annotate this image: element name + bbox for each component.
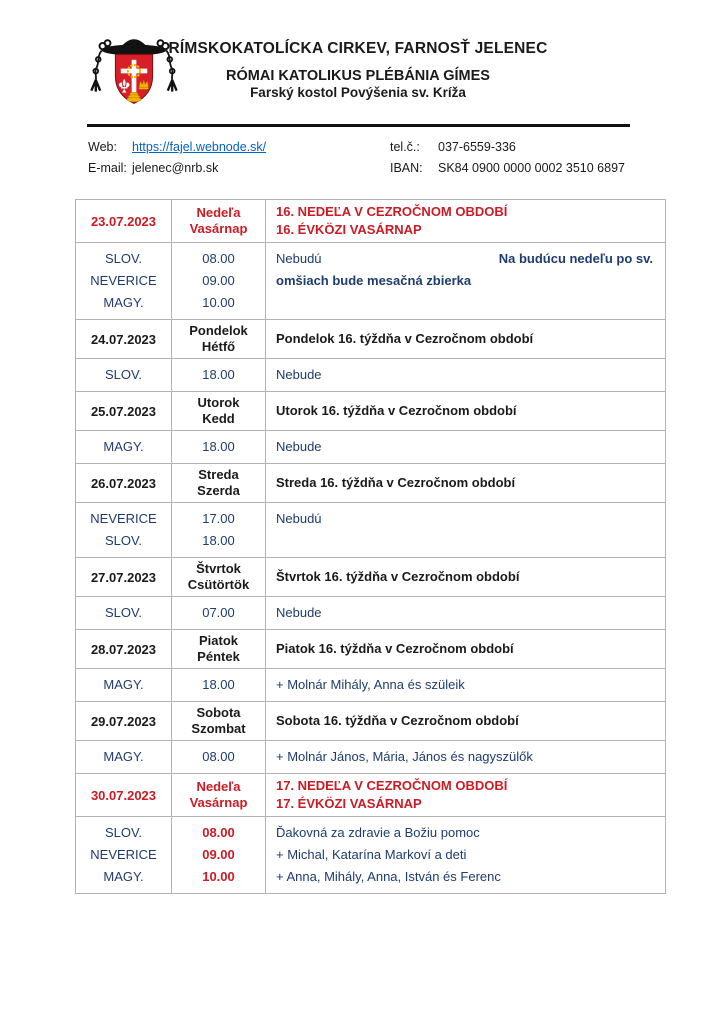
- table-row-mass: [76, 503, 666, 558]
- contact-email-row: [88, 158, 266, 179]
- intention-note-line: [276, 844, 653, 866]
- intention-cell: [266, 597, 666, 630]
- intention-note-segment: Nebudú: [276, 251, 322, 266]
- time-value: 18.00: [202, 439, 235, 454]
- feast-title-line: 17. NEDEĽA V CEZROČNOM OBDOBÍ: [276, 778, 508, 793]
- date-cell: 24.07.2023: [76, 320, 172, 359]
- place-label: MAGY.: [103, 869, 144, 884]
- date-cell: 30.07.2023: [76, 774, 172, 817]
- intention-note-segment: + Anna, Mihály, Anna, István és Ferenc: [276, 869, 501, 884]
- contact-web-row: [88, 137, 266, 158]
- place-cell: [76, 741, 172, 774]
- place-label: SLOV.: [104, 825, 143, 840]
- place-label: NEVERICE: [90, 847, 157, 862]
- contact-iban-row: [390, 158, 625, 179]
- place-label: MAGY.: [103, 439, 144, 454]
- header-divider: [87, 124, 630, 127]
- mass-schedule-table: [75, 199, 666, 894]
- intention-note-segment: Ďakovná za zdravie a Božiu pomoc: [276, 825, 480, 840]
- place-label: NEVERICE: [90, 511, 157, 526]
- intention-note-line: [276, 248, 653, 270]
- intention-note-segment: Nebude: [276, 605, 322, 620]
- iban-label: IBAN:: [390, 161, 423, 175]
- website-link[interactable]: https://fajel.webnode.sk/: [132, 140, 267, 154]
- web-label: Web:: [88, 140, 117, 154]
- day-name-cell: [172, 630, 266, 669]
- feast-title-line: Štvrtok 16. týždňa v Cezročnom období: [276, 569, 520, 584]
- day-name-line: Streda: [198, 467, 239, 482]
- feast-title-line: Sobota 16. týždňa v Cezročnom období: [276, 713, 519, 728]
- table-row-day: [76, 702, 666, 741]
- date-cell: 26.07.2023: [76, 464, 172, 503]
- feast-title-line: Streda 16. týždňa v Cezročnom období: [276, 475, 516, 490]
- contact-tel-row: [390, 137, 625, 158]
- day-name-line: Štvrtok: [196, 561, 241, 576]
- time-cell: [172, 741, 266, 774]
- intention-cell: [266, 669, 666, 702]
- feast-title-line: Pondelok 16. týždňa v Cezročnom období: [276, 331, 534, 346]
- date-cell: 27.07.2023: [76, 558, 172, 597]
- feast-title-cell: [266, 774, 666, 817]
- intention-note-segment: + Molnár János, Mária, János és nagyszülők: [276, 749, 533, 764]
- place-cell: [76, 431, 172, 464]
- place-label: MAGY.: [103, 295, 144, 310]
- time-value: 18.00: [202, 367, 235, 382]
- feast-title-line: 17. ÉVKÖZI VASÁRNAP: [276, 796, 422, 811]
- intention-cell: [266, 817, 666, 894]
- tel-value: 037-6559-336: [438, 140, 516, 154]
- table-row-day: [76, 320, 666, 359]
- table-row-day: [76, 774, 666, 817]
- day-name-line: Szombat: [191, 721, 246, 736]
- day-name-cell: [172, 320, 266, 359]
- place-label: NEVERICE: [90, 273, 157, 288]
- intention-note-line: [276, 436, 653, 458]
- time-cell: [172, 503, 266, 558]
- parish-name-slovak: RÍMSKOKATOLÍCKA CIRKEV, FARNOSŤ JELENEC: [168, 40, 548, 57]
- time-cell: [172, 359, 266, 392]
- feast-title-cell: [266, 320, 666, 359]
- time-value: 08.00: [202, 251, 235, 266]
- time-cell: [172, 243, 266, 320]
- table-row-mass: [76, 431, 666, 464]
- time-value: 08.00: [202, 749, 235, 764]
- intention-note-segment: Nebude: [276, 439, 322, 454]
- intention-note-line: [276, 508, 653, 530]
- table-row-day: [76, 558, 666, 597]
- intention-note-line: [276, 822, 653, 844]
- time-value: 09.00: [202, 847, 235, 862]
- table-row-mass: [76, 669, 666, 702]
- day-name-line: Vasárnap: [189, 795, 248, 810]
- intention-note-segment: + Molnár Mihály, Anna és szüleik: [276, 677, 465, 692]
- page-header: [85, 26, 631, 124]
- feast-title-line: 16. NEDEĽA V CEZROČNOM OBDOBÍ: [276, 204, 508, 219]
- time-cell: [172, 597, 266, 630]
- day-name-line: Csütörtök: [187, 577, 250, 592]
- intention-note-line: [276, 602, 653, 624]
- intention-cell: [266, 741, 666, 774]
- table-row-day: [76, 392, 666, 431]
- feast-title-cell: [266, 464, 666, 503]
- date-cell: 25.07.2023: [76, 392, 172, 431]
- day-name-cell: [172, 774, 266, 817]
- table-row-mass: [76, 243, 666, 320]
- iban-value: SK84 0900 0000 0002 3510 6897: [438, 161, 625, 175]
- church-name: Farský kostol Povýšenia sv. Kríža: [250, 85, 466, 100]
- day-name-line: Pondelok: [189, 323, 248, 338]
- time-value: 07.00: [202, 605, 235, 620]
- time-value: 10.00: [202, 869, 235, 884]
- intention-note-line: [276, 866, 653, 888]
- time-value: 08.00: [202, 825, 235, 840]
- place-cell: [76, 359, 172, 392]
- table-row-day: [76, 200, 666, 243]
- place-label: MAGY.: [103, 749, 144, 764]
- day-name-cell: [172, 464, 266, 503]
- feast-title-cell: [266, 392, 666, 431]
- intention-note-segment: Nebude: [276, 367, 322, 382]
- table-row-day: [76, 464, 666, 503]
- email-label: E-mail:: [88, 161, 127, 175]
- place-cell: [76, 243, 172, 320]
- day-name-line: Hétfő: [201, 339, 236, 354]
- time-cell: [172, 817, 266, 894]
- feast-title-cell: [266, 200, 666, 243]
- day-name-line: Nedeľa: [196, 779, 241, 794]
- time-value: 18.00: [202, 677, 235, 692]
- place-label: SLOV.: [104, 251, 143, 266]
- place-cell: [76, 669, 172, 702]
- header-titles: [85, 40, 631, 100]
- intention-cell: [266, 243, 666, 320]
- place-label: MAGY.: [103, 677, 144, 692]
- day-name-line: Piatok: [198, 633, 238, 648]
- time-cell: [172, 669, 266, 702]
- intention-note-segment: + Michal, Katarína Markoví a deti: [276, 847, 467, 862]
- feast-title-line: Utorok 16. týždňa v Cezročnom období: [276, 403, 517, 418]
- email-value: jelenec@nrb.sk: [132, 161, 219, 175]
- date-cell: 23.07.2023: [76, 200, 172, 243]
- time-value: 09.00: [202, 273, 235, 288]
- table-row-mass: [76, 359, 666, 392]
- intention-note-line: [276, 270, 653, 292]
- time-value: 10.00: [202, 295, 235, 310]
- day-name-line: Nedeľa: [196, 205, 241, 220]
- day-name-line: Kedd: [202, 411, 235, 426]
- intention-cell: [266, 359, 666, 392]
- intention-cell: [266, 431, 666, 464]
- intention-note-segment: omšiach bude mesačná zbierka: [276, 273, 472, 288]
- table-row-day: [76, 630, 666, 669]
- intention-note-line: [276, 746, 653, 768]
- intention-note-line: [276, 364, 653, 386]
- intention-note-segment: Nebudú: [276, 511, 322, 526]
- day-name-cell: [172, 702, 266, 741]
- time-cell: [172, 431, 266, 464]
- time-value: 18.00: [202, 533, 235, 548]
- place-label: SLOV.: [104, 367, 143, 382]
- date-cell: 29.07.2023: [76, 702, 172, 741]
- day-name-line: Szerda: [197, 483, 240, 498]
- parish-name-hungarian: RÓMAI KATOLIKUS PLÉBÁNIA GÍMES: [226, 68, 490, 84]
- feast-title-cell: [266, 558, 666, 597]
- day-name-cell: [172, 200, 266, 243]
- intention-note-segment: Na budúcu nedeľu po sv.: [498, 251, 653, 266]
- day-name-line: Vasárnap: [189, 221, 248, 236]
- place-label: SLOV.: [104, 533, 143, 548]
- feast-title-cell: [266, 702, 666, 741]
- date-cell: 28.07.2023: [76, 630, 172, 669]
- feast-title-line: 16. ÉVKÖZI VASÁRNAP: [276, 222, 422, 237]
- day-name-line: Péntek: [197, 649, 240, 664]
- intention-cell: [266, 503, 666, 558]
- place-cell: [76, 597, 172, 630]
- day-name-cell: [172, 558, 266, 597]
- feast-title-line: Piatok 16. týždňa v Cezročnom období: [276, 641, 514, 656]
- place-cell: [76, 817, 172, 894]
- table-row-mass: [76, 741, 666, 774]
- feast-title-cell: [266, 630, 666, 669]
- place-label: SLOV.: [104, 605, 143, 620]
- time-value: 17.00: [202, 511, 235, 526]
- schedule-table-body: [76, 200, 666, 894]
- table-row-mass: [76, 597, 666, 630]
- day-name-line: Sobota: [196, 705, 241, 720]
- day-name-line: Utorok: [197, 395, 240, 410]
- table-row-mass: [76, 817, 666, 894]
- day-name-cell: [172, 392, 266, 431]
- intention-note-line: [276, 674, 653, 696]
- tel-label: tel.č.:: [390, 140, 420, 154]
- place-cell: [76, 503, 172, 558]
